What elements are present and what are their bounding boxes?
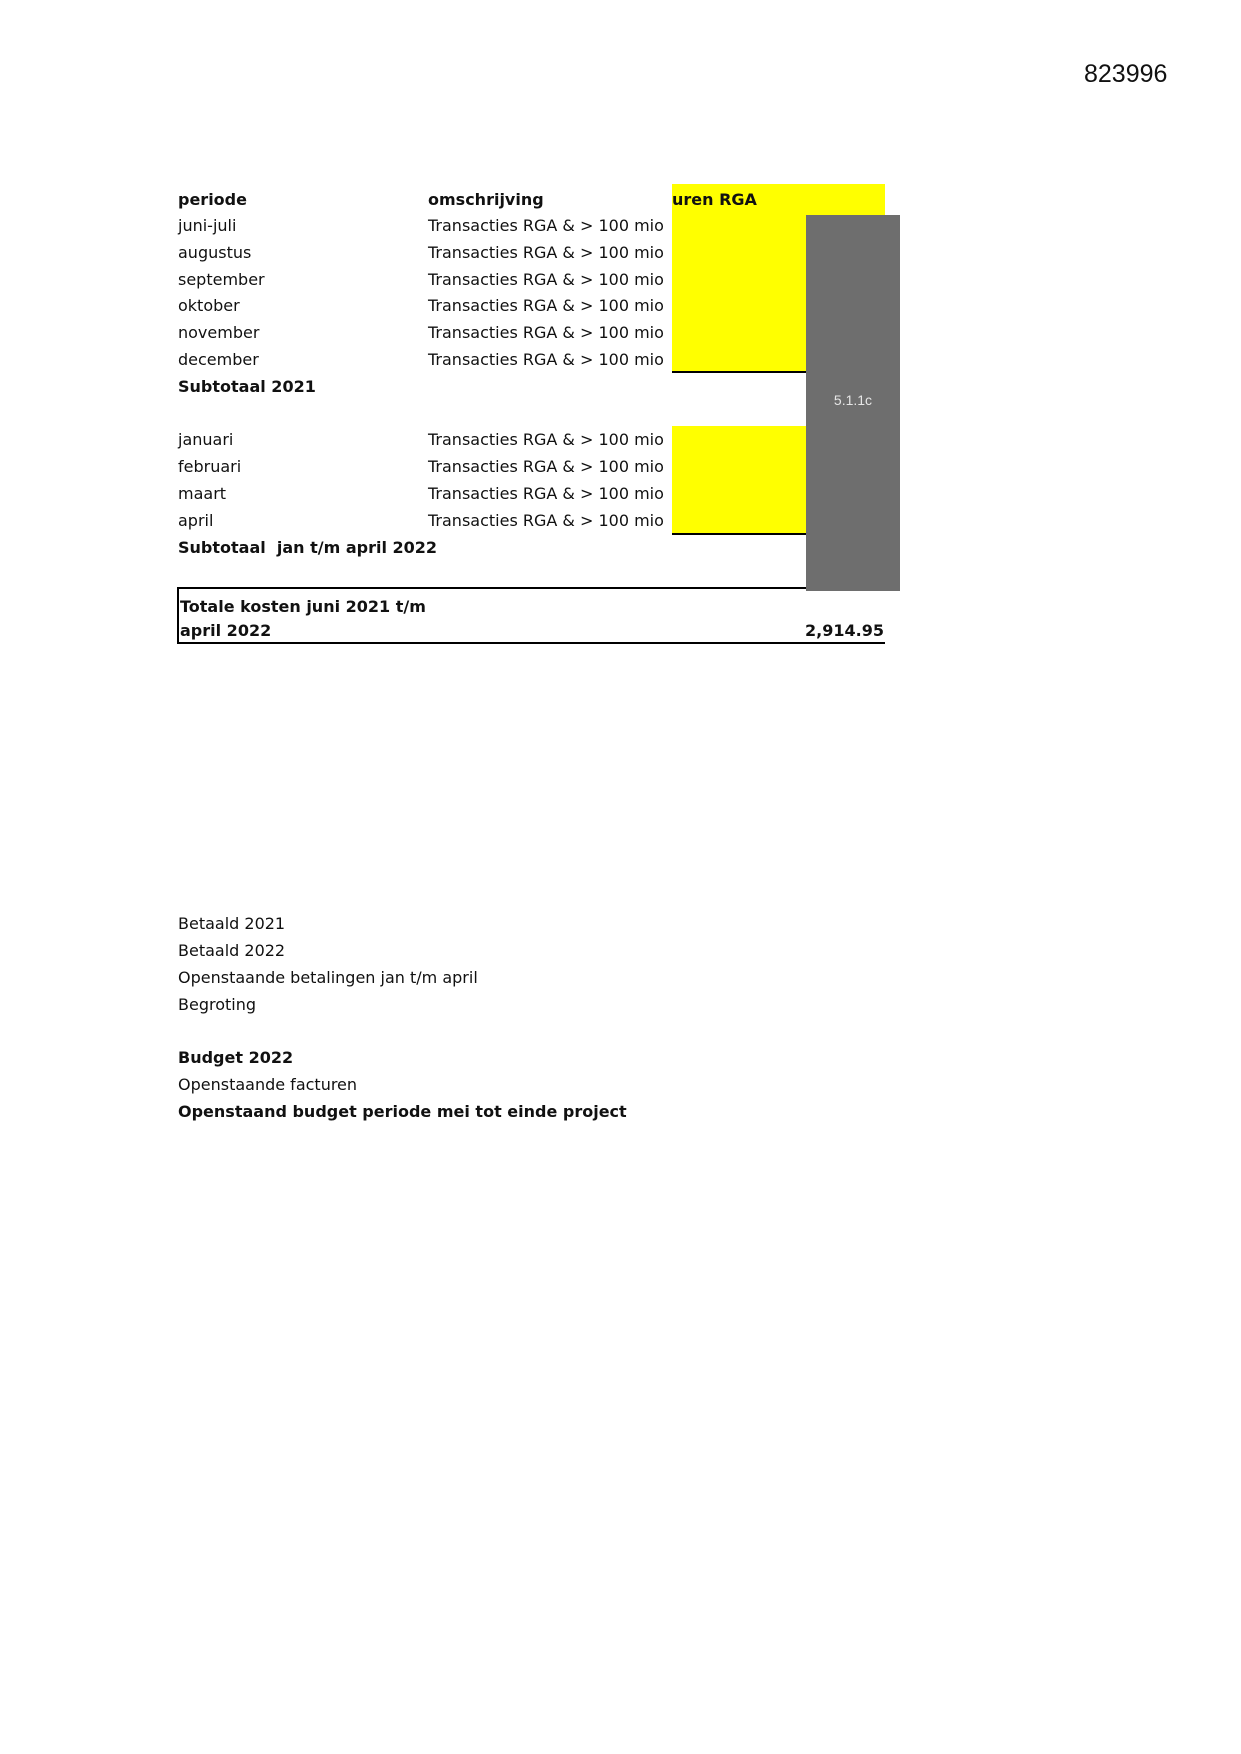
table-row-periode: januari: [178, 430, 234, 449]
subtotal-2022-label: Subtotaal jan t/m april 2022: [178, 538, 438, 557]
table-row-omschrijving: Transacties RGA & > 100 mio: [428, 484, 664, 503]
summary-openstaand-budget: Openstaand budget periode mei tot einde project: [178, 1102, 627, 1121]
subtotal-2022-rule: [672, 533, 807, 535]
table-row-omschrijving: Transacties RGA & > 100 mio: [428, 270, 664, 289]
summary-openstaande-facturen: Openstaande facturen: [178, 1075, 358, 1094]
header-periode: periode: [178, 190, 247, 209]
total-value: 2,914.95: [805, 621, 884, 640]
table-row-omschrijving: Transacties RGA & > 100 mio: [428, 457, 664, 476]
table-row-omschrijving: Transacties RGA & > 100 mio: [428, 323, 664, 342]
table-row-periode: april: [178, 511, 214, 530]
table-row-omschrijving: Transacties RGA & > 100 mio: [428, 511, 664, 530]
table-row-omschrijving: Transacties RGA & > 100 mio: [428, 296, 664, 315]
header-omschrijving: omschrijving: [428, 190, 544, 209]
document-number: 823996: [1084, 60, 1168, 88]
subtotal-2021-label: Subtotaal 2021: [178, 377, 316, 396]
total-label-line2: april 2022: [180, 621, 272, 640]
table-row-periode: september: [178, 270, 265, 289]
table-row-periode: juni-juli: [178, 216, 237, 235]
summary-openstaande-betalingen: Openstaande betalingen jan t/m april: [178, 968, 478, 987]
table-row-periode: augustus: [178, 243, 252, 262]
table-row-omschrijving: Transacties RGA & > 100 mio: [428, 350, 664, 369]
total-label-line1: Totale kosten juni 2021 t/m: [180, 597, 426, 616]
table-row-periode: december: [178, 350, 259, 369]
table-row-omschrijving: Transacties RGA & > 100 mio: [428, 216, 664, 235]
header-uren-rga: uren RGA: [672, 190, 757, 209]
table-row-omschrijving: Transacties RGA & > 100 mio: [428, 430, 664, 449]
uren-2022-highlight: [672, 426, 807, 533]
uren-2021-highlight: [672, 215, 807, 371]
redaction-code: 5.1.1c: [833, 392, 873, 408]
table-row-periode: februari: [178, 457, 242, 476]
summary-budget-2022: Budget 2022: [178, 1048, 294, 1067]
table-row-periode: november: [178, 323, 260, 342]
table-row-periode: oktober: [178, 296, 240, 315]
table-row-periode: maart: [178, 484, 227, 503]
summary-betaald-2021: Betaald 2021: [178, 914, 286, 933]
summary-betaald-2022: Betaald 2022: [178, 941, 286, 960]
subtotal-2021-rule: [672, 371, 807, 373]
summary-begroting: Begroting: [178, 995, 257, 1014]
redaction-block: [806, 215, 900, 591]
table-row-omschrijving: Transacties RGA & > 100 mio: [428, 243, 664, 262]
